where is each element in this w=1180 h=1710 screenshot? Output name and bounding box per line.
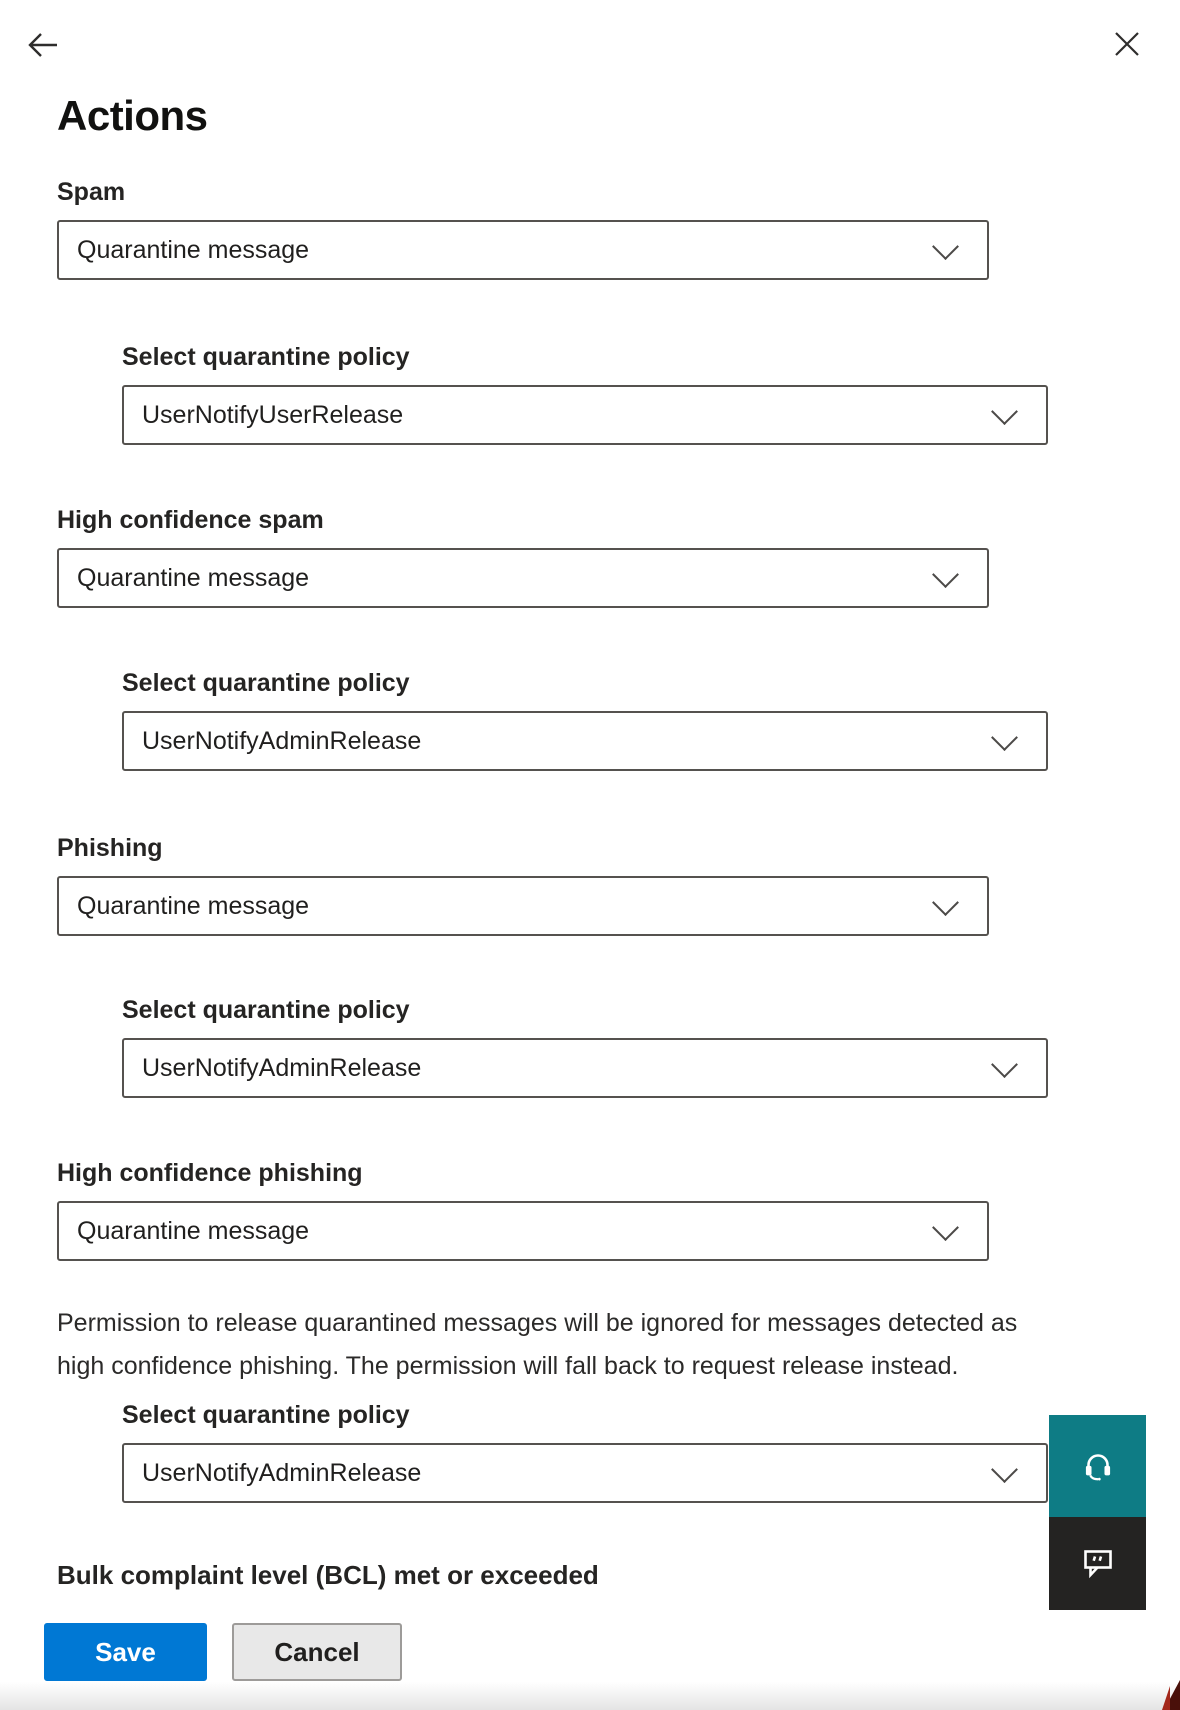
hc-spam-quarantine-policy-dropdown[interactable]: UserNotifyAdminRelease	[122, 711, 1048, 771]
phishing-quarantine-policy-dropdown[interactable]: UserNotifyAdminRelease	[122, 1038, 1048, 1098]
hc-phishing-quarantine-policy-dropdown[interactable]: UserNotifyAdminRelease	[122, 1443, 1048, 1503]
chevron-down-icon	[991, 1456, 1018, 1483]
corner-artifact-edge	[1162, 1686, 1170, 1710]
field-label: Select quarantine policy	[122, 669, 410, 697]
chevron-down-icon	[932, 889, 959, 916]
field-label: Select quarantine policy	[122, 996, 410, 1024]
field-label: Phishing	[57, 834, 163, 862]
chevron-down-icon	[932, 233, 959, 260]
back-arrow-icon	[26, 50, 60, 65]
chevron-down-icon	[991, 398, 1018, 425]
spam-action-dropdown[interactable]: Quarantine message	[57, 220, 989, 280]
bulk-complaint-level-label: Bulk complaint level (BCL) met or exceeded	[57, 1560, 599, 1590]
chevron-down-icon	[932, 1214, 959, 1241]
field-group-high-confidence-spam	[57, 506, 989, 608]
close-icon	[1112, 47, 1142, 62]
phishing-action-dropdown[interactable]: Quarantine message	[57, 876, 989, 936]
high-confidence-phishing-action-dropdown[interactable]: Quarantine message	[57, 1201, 989, 1261]
field-label: High confidence phishing	[57, 1159, 363, 1187]
field-label: Select quarantine policy	[122, 343, 410, 371]
field-group-high-confidence-phishing	[57, 1159, 989, 1261]
feedback-button[interactable]	[1049, 1517, 1146, 1610]
save-button[interactable]: Save	[44, 1623, 207, 1681]
field-group-spam	[57, 178, 989, 280]
chat-bubble-icon	[1080, 1544, 1116, 1583]
high-confidence-spam-action-dropdown[interactable]: Quarantine message	[57, 548, 989, 608]
field-group-hc-phishing-policy	[122, 1401, 1048, 1503]
field-group-phishing-policy	[122, 996, 1048, 1098]
field-group-phishing	[57, 834, 989, 936]
cancel-button[interactable]: Cancel	[232, 1623, 402, 1681]
bottom-gradient	[0, 1682, 1180, 1710]
back-button[interactable]	[26, 28, 60, 62]
field-label: Spam	[57, 178, 126, 206]
help-button[interactable]	[1049, 1415, 1146, 1517]
spam-quarantine-policy-dropdown[interactable]: UserNotifyUserRelease	[122, 385, 1048, 445]
page-title: Actions	[57, 92, 208, 139]
field-label: Select quarantine policy	[122, 1401, 410, 1429]
field-label: High confidence spam	[57, 506, 324, 534]
chevron-down-icon	[991, 1051, 1018, 1078]
headset-icon	[1079, 1446, 1117, 1487]
field-group-spam-policy	[122, 343, 1048, 445]
field-group-hc-spam-policy	[122, 669, 1048, 771]
chevron-down-icon	[932, 561, 959, 588]
chevron-down-icon	[991, 724, 1018, 751]
close-button[interactable]	[1112, 29, 1142, 59]
hc-phishing-permission-note: Permission to release quarantined messages will be ignored for messages detected as high confidence phishing. The permission will fall back to request release instead.	[57, 1309, 1018, 1380]
